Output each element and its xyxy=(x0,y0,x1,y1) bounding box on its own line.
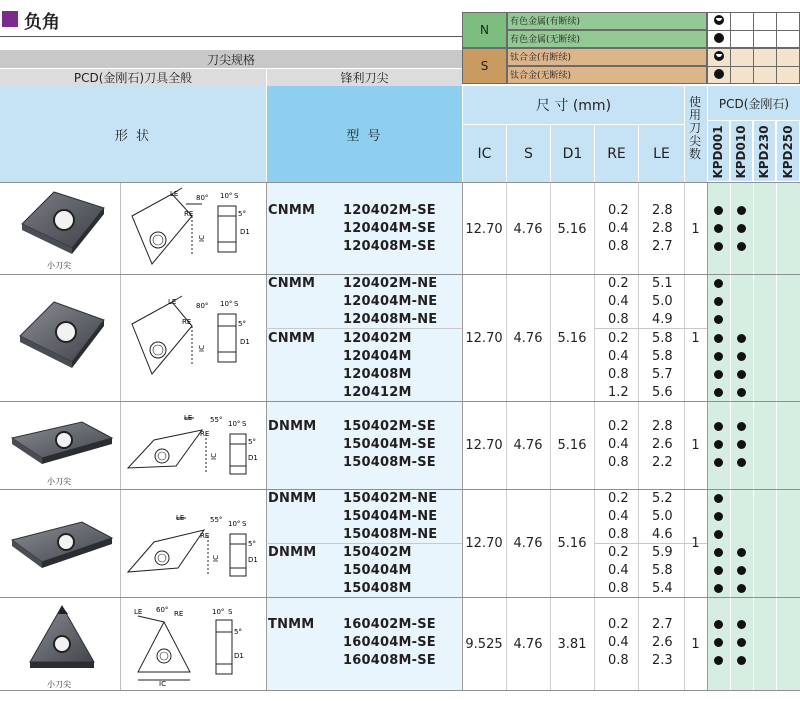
availability-dot xyxy=(737,620,746,629)
availability-dot xyxy=(714,512,723,521)
model-code: 150408M-NE xyxy=(343,527,438,542)
availability-dot xyxy=(714,352,723,361)
dim-ic-value: 12.70 xyxy=(465,437,503,453)
header-dimensions: 尺 寸 (mm) xyxy=(462,86,684,124)
availability-dot xyxy=(737,548,746,557)
drawing-label-re: RE xyxy=(174,610,184,618)
dim-d1-value: 5.16 xyxy=(557,330,587,346)
grid-line xyxy=(266,182,267,690)
header-dim-le: LE xyxy=(638,124,684,182)
model-code: 120404M-SE xyxy=(343,221,436,236)
availability-dot xyxy=(714,242,723,251)
availability-dot xyxy=(737,370,746,379)
dim-le-value: 2.6 xyxy=(652,635,673,650)
grid-line xyxy=(638,182,639,690)
dim-le-value: 5.8 xyxy=(652,349,673,364)
dnmm-technical-drawing xyxy=(124,510,264,586)
dim-le-value: 4.9 xyxy=(652,312,673,327)
solid-circle-icon xyxy=(713,68,725,80)
dim-le-value: 2.8 xyxy=(652,419,673,434)
dim-le-value: 4.6 xyxy=(652,527,673,542)
drawing-label-re: RE xyxy=(182,318,192,326)
series-name: DNMM xyxy=(268,419,317,434)
kpd010-column-bg xyxy=(730,182,753,690)
dim-re-value: 0.8 xyxy=(608,239,629,254)
availability-dot xyxy=(714,224,723,233)
dnmm-insert-photo xyxy=(8,518,116,574)
availability-dot xyxy=(714,620,723,629)
dnmm-technical-drawing xyxy=(124,410,264,486)
dim-le-value: 5.6 xyxy=(652,385,673,400)
header-pcd-general: PCD(金刚石)刀具全般 xyxy=(0,68,266,86)
model-code: 160408M-SE xyxy=(343,653,436,668)
header-spec-title: 刀尖规格 xyxy=(0,50,462,68)
header-model: 型 号 xyxy=(266,86,462,182)
dim-re-value: 0.8 xyxy=(608,367,629,382)
row-separator xyxy=(0,274,800,275)
dim-re-value: 0.2 xyxy=(608,545,629,560)
drawing-label-ic: IC xyxy=(159,680,166,686)
availability-dot xyxy=(714,279,723,288)
dim-d1-value: 5.16 xyxy=(557,221,587,237)
dim-re-value: 0.8 xyxy=(608,653,629,668)
drawing-label-s: S xyxy=(234,300,239,308)
grid-line xyxy=(120,182,121,690)
drawing-label-angle: 55° xyxy=(210,416,223,424)
dim-le-value: 2.3 xyxy=(652,653,673,668)
drawing-label-re: RE xyxy=(184,210,194,218)
row-separator xyxy=(0,401,800,402)
availability-dot xyxy=(737,388,746,397)
dim-re-value: 0.4 xyxy=(608,437,629,452)
used-edges-value: 1 xyxy=(691,636,700,652)
drawing-label-le: LE xyxy=(184,414,193,422)
drawing-label-angle: 5° xyxy=(234,628,242,636)
drawing-label-angle: 5° xyxy=(248,540,256,548)
header-dim-s: S xyxy=(506,124,550,182)
drawing-label-angle: 60° xyxy=(156,606,169,614)
dim-le-value: 5.0 xyxy=(652,294,673,309)
row-separator xyxy=(0,489,800,490)
availability-dot xyxy=(714,530,723,539)
row-separator xyxy=(0,182,800,183)
availability-dot xyxy=(737,566,746,575)
grid-line xyxy=(594,182,595,690)
kpd230-column-bg xyxy=(753,182,776,690)
used-edges-value: 1 xyxy=(691,330,700,346)
header-sharp-edge: 锋利刀尖 xyxy=(266,68,462,86)
legend-divider xyxy=(730,12,731,84)
grade-label-kpd001: KPD001 xyxy=(711,125,725,179)
model-code: 160402M-SE xyxy=(343,617,436,632)
row-separator xyxy=(0,597,800,598)
drawing-label-s: S xyxy=(242,420,247,428)
grid-line xyxy=(776,182,777,690)
row-separator xyxy=(266,328,462,329)
dim-le-value: 5.9 xyxy=(652,545,673,560)
dim-s-value: 4.76 xyxy=(513,330,543,346)
availability-dot xyxy=(737,440,746,449)
drawing-label-angle: 10° xyxy=(212,608,225,616)
drawing-label-ic: IC xyxy=(210,453,218,460)
cnmm-technical-drawing xyxy=(124,294,264,380)
used-edges-value: 1 xyxy=(691,535,700,551)
availability-dot xyxy=(714,370,723,379)
dim-re-value: 0.2 xyxy=(608,276,629,291)
model-code: 150408M xyxy=(343,581,412,596)
grade-label-kpd230: KPD230 xyxy=(757,125,771,179)
drawing-label-angle: 5° xyxy=(238,320,246,328)
dim-re-value: 0.2 xyxy=(608,617,629,632)
model-code: 120404M-NE xyxy=(343,294,438,309)
legend-group-n: N xyxy=(462,12,507,48)
title-marker xyxy=(2,11,18,27)
model-code: 120412M xyxy=(343,385,412,400)
availability-dot xyxy=(714,422,723,431)
availability-dot xyxy=(714,548,723,557)
tnmm-insert-photo xyxy=(28,602,98,674)
model-code: 120408M-NE xyxy=(343,312,438,327)
kpd250-column-bg xyxy=(776,182,800,690)
dim-le-value: 5.1 xyxy=(652,276,673,291)
legend-divider xyxy=(707,30,800,31)
grade-label-kpd250: KPD250 xyxy=(781,125,795,179)
insert-caption: 小刀尖 xyxy=(47,261,71,270)
grid-line xyxy=(707,182,708,690)
dim-re-value: 0.4 xyxy=(608,635,629,650)
dim-re-value: 0.8 xyxy=(608,455,629,470)
dim-le-value: 5.2 xyxy=(652,491,673,506)
availability-dot xyxy=(737,458,746,467)
drawing-label-s: S xyxy=(242,520,247,528)
dim-re-value: 0.8 xyxy=(608,312,629,327)
drawing-label-angle: 10° xyxy=(220,192,233,200)
insert-caption: 小刀尖 xyxy=(47,477,71,486)
series-name: CNMM xyxy=(268,203,316,218)
dim-re-value: 0.2 xyxy=(608,491,629,506)
drawing-label-le: LE xyxy=(176,514,185,522)
dim-le-value: 5.4 xyxy=(652,581,673,596)
dim-re-value: 0.8 xyxy=(608,527,629,542)
drawing-label-ic: IC xyxy=(198,235,206,242)
model-code: 150408M-SE xyxy=(343,455,436,470)
drawing-label-angle: 10° xyxy=(228,520,241,528)
drawing-label-ic: IC xyxy=(212,555,220,562)
row-separator xyxy=(266,543,462,544)
dim-re-value: 0.2 xyxy=(608,331,629,346)
dim-d1-value: 3.81 xyxy=(557,636,587,652)
row-separator xyxy=(0,690,800,691)
cnmm-technical-drawing xyxy=(124,186,264,270)
availability-dot xyxy=(714,494,723,503)
tnmm-technical-drawing xyxy=(124,602,264,686)
availability-dot xyxy=(714,297,723,306)
model-column-bg xyxy=(266,182,462,690)
legend-label: 有色金属(有断续) xyxy=(510,17,581,27)
model-code: 120402M-SE xyxy=(343,203,436,218)
drawing-label-re: RE xyxy=(200,430,210,438)
availability-dot xyxy=(714,334,723,343)
dim-ic-value: 12.70 xyxy=(465,535,503,551)
header-used-edges: 使用刀尖数 xyxy=(689,95,702,161)
model-code: 160404M-SE xyxy=(343,635,436,650)
availability-dot xyxy=(714,638,723,647)
dim-re-value: 0.4 xyxy=(608,349,629,364)
dim-le-value: 5.8 xyxy=(652,563,673,578)
dim-re-value: 0.2 xyxy=(608,419,629,434)
drawing-label-re: RE xyxy=(200,532,210,540)
cnmm-insert-photo xyxy=(12,296,112,371)
dim-le-value: 2.7 xyxy=(652,617,673,632)
cnmm-insert-photo xyxy=(12,186,112,256)
drawing-label-d1: D1 xyxy=(234,652,244,660)
availability-dot xyxy=(737,352,746,361)
dnmm-insert-photo xyxy=(8,418,116,474)
kpd001-column-bg xyxy=(707,182,730,690)
drawing-label-s: S xyxy=(228,608,233,616)
model-code: 120408M xyxy=(343,367,412,382)
solid-circle-icon xyxy=(713,32,725,44)
drawing-label-d1: D1 xyxy=(240,338,250,346)
dim-re-value: 0.4 xyxy=(608,563,629,578)
availability-dot xyxy=(714,315,723,324)
header-pcd-grades: PCD(金刚石) xyxy=(707,86,800,120)
series-name: DNMM xyxy=(268,545,317,560)
grade-label-kpd010: KPD010 xyxy=(734,125,748,179)
dim-le-value: 5.0 xyxy=(652,509,673,524)
availability-dot xyxy=(714,458,723,467)
legend-label: 钛合金(有断续) xyxy=(510,53,572,63)
dim-re-value: 0.2 xyxy=(608,203,629,218)
availability-dot xyxy=(714,584,723,593)
dim-le-value: 2.8 xyxy=(652,221,673,236)
availability-dot xyxy=(714,388,723,397)
drawing-label-angle: 10° xyxy=(220,300,233,308)
drawing-label-angle: 5° xyxy=(248,438,256,446)
half-circle-icon xyxy=(713,50,725,62)
model-code: 150404M xyxy=(343,563,412,578)
dim-re-value: 0.4 xyxy=(608,294,629,309)
insert-caption: 小刀尖 xyxy=(47,680,71,689)
dim-le-value: 5.7 xyxy=(652,367,673,382)
half-circle-icon xyxy=(713,14,725,26)
header-shape: 形 状 xyxy=(0,86,266,182)
model-code: 150402M-SE xyxy=(343,419,436,434)
dim-s-value: 4.76 xyxy=(513,535,543,551)
series-name: TNMM xyxy=(268,617,315,632)
legend-label: 钛合金(无断续) xyxy=(510,71,572,81)
model-code: 150402M-NE xyxy=(343,491,438,506)
dim-ic-value: 9.525 xyxy=(465,636,503,652)
availability-dot xyxy=(737,224,746,233)
dim-s-value: 4.76 xyxy=(513,221,543,237)
drawing-label-d1: D1 xyxy=(248,454,258,462)
legend-divider xyxy=(776,12,777,84)
model-code: 120404M xyxy=(343,349,412,364)
model-code: 150404M-NE xyxy=(343,509,438,524)
legend-divider xyxy=(753,12,754,84)
drawing-label-s: S xyxy=(234,192,239,200)
drawing-label-angle: 10° xyxy=(228,420,241,428)
used-edges-value: 1 xyxy=(691,221,700,237)
dim-s-value: 4.76 xyxy=(513,437,543,453)
grid-line xyxy=(753,182,754,690)
legend-group-s: S xyxy=(462,48,507,84)
dim-ic-value: 12.70 xyxy=(465,330,503,346)
availability-dot xyxy=(737,584,746,593)
legend-divider xyxy=(707,66,800,67)
availability-dot xyxy=(737,242,746,251)
availability-dot xyxy=(737,334,746,343)
model-code: 150404M-SE xyxy=(343,437,436,452)
dim-le-value: 5.8 xyxy=(652,331,673,346)
dim-re-value: 0.8 xyxy=(608,581,629,596)
dim-le-value: 2.7 xyxy=(652,239,673,254)
series-name: DNMM xyxy=(268,491,317,506)
model-code: 120402M xyxy=(343,331,412,346)
drawing-label-le: LE xyxy=(170,190,179,198)
availability-dot xyxy=(737,656,746,665)
series-name: CNMM xyxy=(268,276,316,291)
availability-dot xyxy=(714,440,723,449)
drawing-label-le: LE xyxy=(168,298,177,306)
used-edges-value: 1 xyxy=(691,437,700,453)
dim-d1-value: 5.16 xyxy=(557,437,587,453)
drawing-label-angle: 80° xyxy=(196,194,209,202)
drawing-label-angle: 55° xyxy=(210,516,223,524)
availability-dot xyxy=(714,656,723,665)
drawing-label-ic: IC xyxy=(198,345,206,352)
availability-dot xyxy=(714,566,723,575)
model-code: 120408M-SE xyxy=(343,239,436,254)
availability-dot xyxy=(737,206,746,215)
header-dim-ic: IC xyxy=(462,124,506,182)
drawing-label-d1: D1 xyxy=(248,556,258,564)
drawing-label-le: LE xyxy=(134,608,143,616)
dim-s-value: 4.76 xyxy=(513,636,543,652)
drawing-label-angle: 80° xyxy=(196,302,209,310)
dim-re-value: 0.4 xyxy=(608,221,629,236)
header-dim-d1: D1 xyxy=(550,124,594,182)
dim-le-value: 2.2 xyxy=(652,455,673,470)
dim-d1-value: 5.16 xyxy=(557,535,587,551)
availability-dot xyxy=(737,638,746,647)
title-rule xyxy=(0,36,462,37)
availability-dot xyxy=(714,206,723,215)
page-title: 负角 xyxy=(24,12,60,33)
legend-label: 有色金属(无断续) xyxy=(510,35,581,45)
model-code: 150402M xyxy=(343,545,412,560)
availability-dot xyxy=(737,422,746,431)
grid-line xyxy=(730,182,731,690)
drawing-label-d1: D1 xyxy=(240,228,250,236)
dim-le-value: 2.8 xyxy=(652,203,673,218)
dim-le-value: 2.6 xyxy=(652,437,673,452)
drawing-label-angle: 5° xyxy=(238,210,246,218)
model-code: 120402M-NE xyxy=(343,276,438,291)
dim-ic-value: 12.70 xyxy=(465,221,503,237)
dim-re-value: 0.4 xyxy=(608,509,629,524)
series-name: CNMM xyxy=(268,331,316,346)
dim-re-value: 1.2 xyxy=(608,385,629,400)
header-dim-re: RE xyxy=(594,124,638,182)
